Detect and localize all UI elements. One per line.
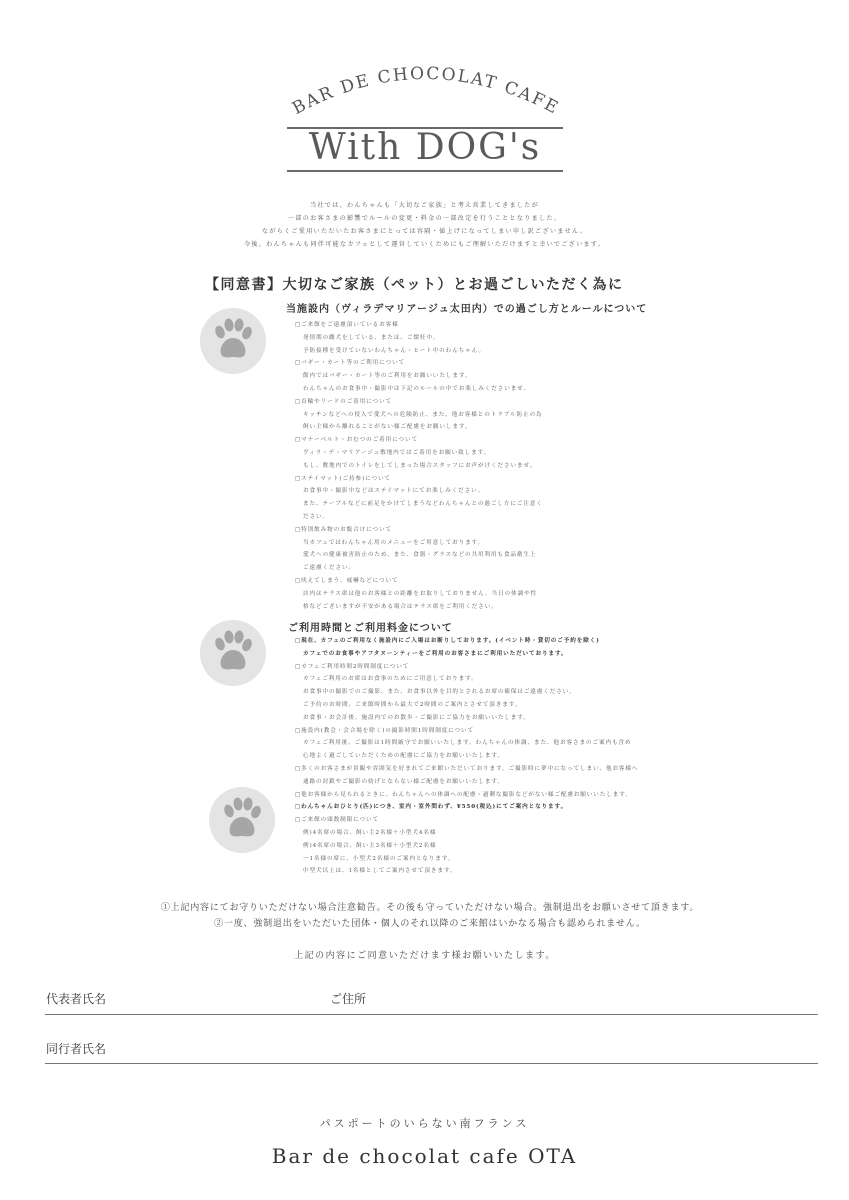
rule-line: カフェでのお食事やアフタヌーンティーをご利用のお客さまにご利用いただいております。: [303, 650, 568, 657]
rule-line: 中型犬以上は、1名様としてご案内させて頂きます。: [303, 868, 457, 875]
rule-line: また、テーブルなどに前足をかけてしまうなどわんちゃんとの過ごし方にご注意く: [303, 501, 543, 508]
rule-line: お食事中の撮影でのご撮影、また、お食事以外を目的とされるお席の確保はご遠慮ください。: [303, 689, 576, 696]
rule-line: ヴィラ・デ・マリアージュ敷地内ではご着用をお願い致します。: [303, 449, 491, 456]
rule-line: 当カフェではわんちゃん用のメニューをご用意しております。: [303, 539, 485, 546]
rule-line: □施設内(教会・会合場を除く)の撮影時間1時間制度について: [295, 727, 475, 734]
section1-rules: [295, 319, 543, 613]
rule-line: ご遠慮ください。: [303, 565, 355, 572]
rule-line: 格などございますが不安がある場合はテラス席をご利用ください。: [303, 603, 498, 610]
rule-line: カフェご利用のお席はお食事のためにご用意しております。: [303, 676, 478, 683]
section2-title: ご利用時間とご利用料金について: [288, 623, 453, 634]
rule-line: キッチンなどへの侵入で愛犬への危険防止、また、他お客様とのトラブル防止の為: [303, 411, 543, 418]
rule-line: 飼い主様から離れることがない様ご配慮をお願いします。: [303, 424, 472, 431]
section1-title: 当施設内（ヴィラデマリアージュ太田内）での過ごし方とルールについて: [286, 304, 648, 315]
rule-line: 愛犬への健康被害防止のため、また、食器・グラスなどの共用利用も食品衛生上: [303, 552, 537, 559]
intro-line: 当社では、わんちゃんも「大切なご家族」と考え営業してきましたが: [309, 202, 539, 209]
rule-line: □他お客様から見られるときに、わんちゃんへの体調への配慮・過剰な撮影などがない様ご配慮お願いいたします。: [295, 791, 632, 798]
main-title: With DOG's: [308, 127, 542, 168]
rule-line: □ご来館の頭数制限について: [295, 817, 379, 824]
intro-line: 今後、わんちゃんも同伴可能なカフェとして運営していくためにもご理解いただけますと幸いでございます。: [243, 241, 606, 248]
rule-line: □わんちゃんおひとり(匹)につき、室内・室外問わず、¥550(税込)にてご案内となります。: [295, 804, 568, 811]
consent-title: 【同意書】大切なご家族（ペット）とお過ごしいただく為に: [205, 277, 624, 293]
rule-line: 店内はテラス席は他のお客様との距離をお取りしておりません。当日の体調や性: [303, 590, 537, 597]
representative-name-label: 代表者氏名: [46, 992, 107, 1006]
rule-line: お食事・お会計後、施設内でのお散歩・ご撮影にご協力をお願いいたします。: [303, 714, 530, 721]
section2-rules: [295, 635, 638, 878]
rule-line: 館内ではバギー・カート等のご利用をお願いいたします。: [303, 373, 472, 380]
arc-title: [0, 0, 849, 130]
signature-line-companion[interactable]: [45, 1063, 818, 1064]
intro-line: 一部のお客さまの影響でルールの変更・料金の一部改定を行うこととなりました。: [287, 215, 562, 222]
note-line: ①上記内容にてお守りいただけない場合注意勧告。その後も守っていただけない場合。強制退出をお願いさせて頂きます。: [160, 903, 700, 913]
rule-line: わんちゃんのお食事中・撮影中は下記のルールの中でお楽しみくださいませ。: [303, 385, 531, 392]
rule-line: 予防接種を受けていないわんちゃん・ヒート中のわんちゃん。: [303, 347, 485, 354]
rule-line: ご予約のお時間、ご来館時間から最大で2時間のご案内とさせて頂きます。: [303, 701, 522, 708]
arc-title-text: BAR DE CHOCOLAT CAFE: [289, 63, 563, 119]
rule-line: □カフェご利用時間2時間制度について: [295, 663, 410, 670]
rule-line: 例)4名席の場合、飼い主3名様＋小型犬2名様: [303, 842, 437, 849]
rule-line: 発情期の雌犬をしている、または、ご懐妊中。: [303, 334, 440, 341]
intro-text: [100, 199, 749, 251]
rule-line: □特別飲み物のお飯合けについて: [295, 526, 392, 533]
paw-icon: [200, 620, 266, 686]
warning-notes: [80, 900, 780, 932]
rule-line: □マナーベルト・おむつのご着用について: [295, 437, 418, 444]
paw-icon: [200, 308, 266, 374]
rule-line: □ステイマット(ご持参)について: [295, 475, 391, 482]
paw-icon: [209, 787, 275, 853]
rule-line: 通路の封鎖やご撮影の妨げとならない様ご配慮をお願いいたします。: [303, 778, 504, 785]
rule-line: □現在、カフェのご利用なく施設内にご入場はお断りしております。(イベント時・貸切のご予約を除く): [295, 638, 600, 644]
rule-line: □多くのお客さまが景観や雰囲気を好まれてご来館いただいております。ご撮影時に夢中になってしまい、他お客様へ: [295, 765, 639, 772]
rule-line: 一1名様の席に、小型犬2名様のご案内となります。: [303, 855, 455, 862]
rule-line: □バギー・カート等のご利用について: [295, 360, 405, 367]
title-rule-bottom: [287, 170, 563, 172]
rule-line: □吠えてしまう、威嚇などについて: [295, 577, 399, 584]
svg-text:BAR DE CHOCOLAT CAFE: [289, 64, 563, 119]
agreement-text: 上記の内容にご同意いただけます様お願いいたします。: [294, 951, 556, 961]
rule-line: カフェご利用後、ご撮影は1時間厳守でお願いいたします。わんちゃんの体調、また、他お客さまのご案内も含め: [303, 740, 632, 747]
note-line: ②一度、強制退出をいただいた団体・個人のそれ以降のご来館はいかなる場合も認められません。: [214, 919, 646, 929]
companion-name-label: 同行者氏名: [46, 1042, 107, 1056]
rule-line: 心地よく過ごしていただくための配慮にご協力をお願いいたします。: [303, 753, 504, 760]
rule-line: ださい。: [303, 513, 329, 520]
footer-cafe-name: Bar de chocolat cafe OTA: [271, 1144, 578, 1168]
rule-line: □首輪やリードのご着用について: [295, 398, 392, 405]
signature-line-representative[interactable]: [45, 1014, 818, 1015]
rule-line: 例)4名席の場合、飼い主2名様＋小型犬4名様: [303, 829, 437, 836]
rule-line: □ご来館をご遠慮頂いているお客様: [295, 322, 399, 328]
address-label: ご住所: [330, 992, 367, 1006]
footer-subtitle: パスポートのいらない南フランス: [319, 1117, 530, 1130]
intro-line: ながらくご愛用いただいたお客さまにとっては容隔・値上げになってしまい申し訳ございません。: [261, 228, 588, 235]
rule-line: もし、敷地内でのトイレをしてしまった場合スタッフにお声がけくださいませ。: [303, 462, 537, 469]
rule-line: お食事中・撮影中などはステイマットにてお楽しみください。: [303, 488, 485, 495]
